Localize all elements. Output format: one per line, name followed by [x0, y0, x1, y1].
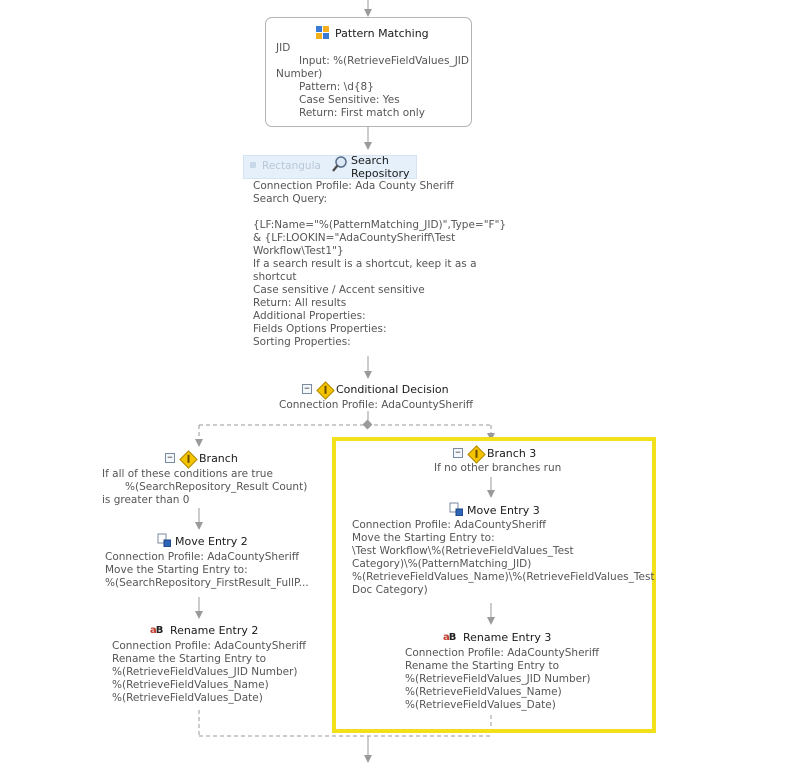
move-entry-3-line: Category)\%(PatternMatching_JID) [352, 558, 532, 570]
conditional-decision-title: Conditional Decision [336, 383, 449, 396]
search-line: Fields Options Properties: [253, 323, 387, 335]
rename-entry-3-title: Rename Entry 3 [463, 631, 552, 644]
search-repository-title-line1: Search [351, 154, 389, 167]
pattern-matching-line-pattern: Pattern: \d{8} [299, 81, 374, 93]
move-entry-icon [449, 502, 463, 516]
rename-entry-3-line: Connection Profile: AdaCountySheriff [405, 647, 600, 659]
rectangle-shape-label: Rectangula [262, 160, 321, 172]
pattern-matching-line-input-cont: Number) [276, 68, 323, 80]
pattern-matching-line-input: Input: %(RetrieveFieldValues_JID [299, 55, 469, 67]
move-entry-3-line: Connection Profile: AdaCountySheriff [352, 519, 547, 531]
conditional-decision-collapse-toggle[interactable]: − [302, 384, 312, 394]
search-line: Sorting Properties: [253, 336, 351, 348]
pattern-matching-title: Pattern Matching [335, 27, 429, 40]
shape-handle-icon [250, 162, 256, 168]
rename-entry-3-line: %(RetrieveFieldValues_JID Number) [405, 673, 591, 685]
search-repository-details [253, 180, 506, 349]
branch-line: is greater than 0 [102, 494, 190, 506]
move-entry-3-line: Move the Starting Entry to: [352, 532, 495, 544]
conditional-decision-profile: Connection Profile: AdaCountySheriff [279, 399, 474, 411]
move-entry-2-line: Connection Profile: AdaCountySheriff [105, 551, 300, 563]
rename-entry-2-line: %(RetrieveFieldValues_Name) [112, 679, 269, 691]
move-entry-icon [157, 533, 171, 547]
search-line: If a search result is a shortcut, keep it as a [253, 258, 477, 270]
magnifier-icon [331, 156, 348, 173]
move-entry-3-line: %(RetrieveFieldValues_Name)\%(RetrieveFieldValues_Test [352, 571, 655, 583]
move-entry-2-line: %(SearchRepository_FirstResult_FullP... [105, 577, 309, 589]
search-line: Additional Properties: [253, 310, 366, 322]
rename-entry-2-line: Rename the Starting Entry to [112, 653, 267, 665]
search-line: Search Query: [253, 193, 328, 205]
branch-3-line: If no other branches run [434, 462, 562, 474]
rename-entry-2-line: %(RetrieveFieldValues_JID Number) [112, 666, 298, 678]
move-entry-3-title: Move Entry 3 [467, 504, 540, 517]
move-entry-3-line: Doc Category) [352, 584, 428, 596]
rename-ab-icon: aB [443, 632, 456, 643]
branch-3-collapse-toggle[interactable]: − [453, 448, 463, 458]
move-entry-2-line: Move the Starting Entry to: [105, 564, 248, 576]
search-line: {LF:Name="%(PatternMatching_JID)",Type="F"} [253, 219, 507, 231]
pattern-matching-line-jid: JID [276, 42, 291, 54]
pattern-matching-icon [316, 26, 330, 40]
rename-entry-2-line: Connection Profile: AdaCountySheriff [112, 640, 307, 652]
search-line: & {LF:LOOKIN="AdaCountySheriff\Test [253, 232, 456, 244]
rename-entry-3-line: %(RetrieveFieldValues_Name) [405, 686, 562, 698]
branch-3-title: Branch 3 [487, 447, 537, 460]
branch-title: Branch [199, 452, 238, 465]
move-entry-2-title: Move Entry 2 [175, 535, 248, 548]
search-line [253, 206, 506, 219]
rename-entry-3-line: %(RetrieveFieldValues_Date) [405, 699, 556, 711]
search-line: Case sensitive / Accent sensitive [253, 284, 425, 296]
search-repository-title-line2: Repository [351, 167, 410, 180]
rename-ab-icon: aB [150, 625, 163, 636]
rename-entry-3-line: Rename the Starting Entry to [405, 660, 560, 672]
search-line: Connection Profile: Ada County Sheriff [253, 180, 454, 192]
branch-collapse-toggle[interactable]: − [165, 453, 175, 463]
branch-line: %(SearchRepository_Result Count) [125, 481, 308, 493]
pattern-matching-line-return: Return: First match only [299, 107, 425, 119]
search-line: shortcut [253, 271, 297, 283]
move-entry-3-line: \Test Workflow\%(RetrieveFieldValues_Test [352, 545, 574, 557]
rename-entry-2-line: %(RetrieveFieldValues_Date) [112, 692, 263, 704]
pattern-matching-line-case: Case Sensitive: Yes [299, 94, 400, 106]
search-line: Workflow\Test1"} [253, 245, 344, 257]
search-line: Return: All results [253, 297, 347, 309]
rename-entry-2-title: Rename Entry 2 [170, 624, 259, 637]
branch-line: If all of these conditions are true [102, 468, 273, 480]
